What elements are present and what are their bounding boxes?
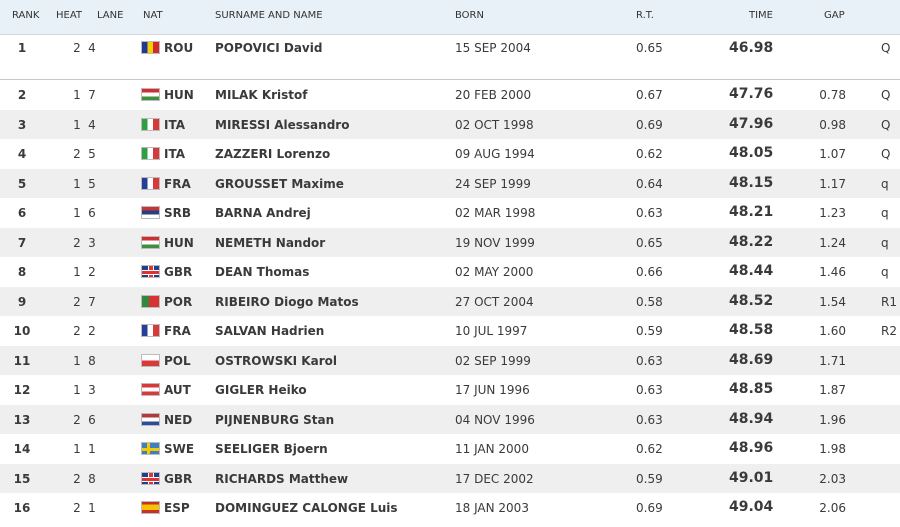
reaction-time-cell: 0.64 (636, 176, 663, 191)
flag-icon (141, 472, 160, 485)
athlete-name[interactable]: GIGLER Heiko (215, 383, 307, 397)
flag-icon (141, 324, 160, 337)
qualification-cell: q (881, 176, 889, 191)
nat-cell: ESP (164, 501, 190, 515)
time-cell: 49.04 (729, 499, 774, 515)
gap-cell: 0.98 (819, 117, 846, 132)
time-cell: 48.85 (729, 381, 774, 397)
table-row[interactable] (0, 346, 900, 376)
athlete-name[interactable]: SEELIGER Bjoern (215, 442, 328, 456)
table-row[interactable] (0, 287, 900, 317)
flag-icon (141, 413, 160, 426)
gap-cell: 1.60 (819, 324, 846, 338)
rank-cell: 13 (13, 412, 31, 427)
gap-cell: 2.03 (819, 471, 846, 486)
nat-cell: SRB (164, 206, 192, 220)
table-row[interactable] (0, 139, 900, 169)
heat-cell: 1 (73, 442, 81, 456)
header-gap[interactable]: GAP (824, 10, 845, 21)
time-cell: 47.76 (729, 86, 774, 102)
reaction-time-cell: 0.63 (636, 383, 663, 397)
table-row[interactable] (0, 316, 900, 346)
rank-cell: 1 (17, 41, 27, 55)
table-row[interactable] (0, 464, 900, 494)
time-cell: 48.52 (729, 292, 774, 309)
lane-cell: 4 (88, 117, 96, 132)
gap-cell: 2.06 (819, 501, 846, 515)
header-name[interactable]: SURNAME AND NAME (215, 10, 323, 21)
nat-cell: NED (164, 412, 193, 427)
header-nat[interactable]: NAT (143, 10, 163, 21)
time-cell: 46.98 (729, 40, 774, 56)
heat-cell: 2 (73, 501, 81, 515)
heat-cell: 1 (73, 353, 81, 368)
table-row[interactable] (0, 169, 900, 199)
table-row[interactable] (0, 493, 900, 523)
table-row[interactable] (0, 257, 900, 287)
athlete-name[interactable]: NEMETH Nandor (215, 235, 326, 250)
gap-cell: 1.96 (819, 412, 846, 427)
time-cell: 48.44 (729, 263, 774, 279)
heat-cell: 1 (73, 117, 81, 132)
flag-icon (141, 147, 160, 160)
born-cell: 17 DEC 2002 (455, 471, 534, 486)
lane-cell: 2 (88, 265, 96, 279)
qualification-cell: q (881, 235, 889, 250)
rank-cell: 6 (17, 206, 27, 220)
born-cell: 20 FEB 2000 (455, 88, 532, 102)
lane-cell: 7 (88, 88, 96, 102)
reaction-time-cell: 0.69 (636, 117, 663, 132)
flag-icon (141, 118, 160, 131)
table-row[interactable] (0, 405, 900, 435)
reaction-time-cell: 0.59 (636, 324, 663, 338)
rank-cell: 15 (13, 471, 31, 486)
lane-cell: 2 (88, 324, 96, 338)
time-cell: 48.96 (729, 440, 774, 456)
rank-cell: 11 (13, 353, 31, 368)
heat-cell: 2 (73, 294, 81, 309)
table-body (0, 35, 900, 523)
rank-cell: 7 (17, 235, 27, 250)
athlete-name[interactable]: DOMINGUEZ CALONGE Luis (215, 501, 398, 515)
rank-cell: 8 (17, 265, 27, 279)
time-cell: 48.21 (729, 204, 774, 220)
reaction-time-cell: 0.63 (636, 412, 663, 427)
rank-cell: 9 (17, 294, 27, 309)
flag-icon (141, 354, 160, 367)
athlete-name[interactable]: OSTROWSKI Karol (215, 353, 337, 368)
born-cell: 02 OCT 1998 (455, 117, 534, 132)
heat-cell: 1 (73, 88, 81, 102)
time-cell: 48.05 (729, 145, 774, 161)
lane-cell: 6 (88, 206, 96, 220)
header-born[interactable]: BORN (455, 10, 484, 21)
rank-cell: 12 (13, 383, 31, 397)
athlete-name[interactable]: PIJNENBURG Stan (215, 412, 335, 427)
born-cell: 04 NOV 1996 (455, 412, 535, 427)
lane-cell: 1 (88, 442, 96, 456)
reaction-time-cell: 0.66 (636, 265, 663, 279)
born-cell: 24 SEP 1999 (455, 176, 531, 191)
gap-cell: 1.87 (819, 383, 846, 397)
flag-icon (141, 236, 160, 249)
flag-icon (141, 383, 160, 396)
header-time[interactable]: TIME (749, 10, 774, 21)
born-cell: 02 MAY 2000 (455, 265, 534, 279)
qualification-cell: q (881, 265, 889, 279)
flag-icon (141, 295, 160, 308)
time-cell: 48.22 (729, 233, 774, 250)
heat-cell: 2 (73, 324, 81, 338)
flag-icon (141, 501, 160, 514)
header-rank[interactable]: RANK (12, 10, 40, 21)
header-lane[interactable]: LANE (97, 10, 124, 21)
lane-cell: 4 (88, 41, 96, 55)
nat-cell: POR (164, 294, 193, 309)
time-cell: 49.01 (729, 469, 774, 486)
flag-icon (141, 206, 160, 219)
reaction-time-cell: 0.67 (636, 88, 663, 102)
lane-cell: 8 (88, 353, 96, 368)
lane-cell: 6 (88, 412, 96, 427)
gap-cell: 1.46 (819, 265, 846, 279)
gap-cell: 1.24 (819, 235, 846, 250)
flag-icon (141, 88, 160, 101)
rank-cell: 14 (13, 442, 31, 456)
qualification-cell: R2 (881, 324, 897, 338)
athlete-name[interactable]: POPOVICI David (215, 41, 323, 55)
athlete-name[interactable]: DEAN Thomas (215, 265, 310, 279)
athlete-name[interactable]: MIRESSI Alessandro (215, 117, 350, 132)
nat-cell: SWE (164, 442, 195, 456)
qualification-cell: Q (881, 88, 891, 102)
athlete-name[interactable]: RICHARDS Matthew (215, 471, 349, 486)
born-cell: 02 MAR 1998 (455, 206, 536, 220)
heat-cell: 2 (73, 147, 81, 161)
heat-cell: 1 (73, 206, 81, 220)
qualification-cell: Q (881, 117, 891, 132)
lane-cell: 3 (88, 235, 96, 250)
born-cell: 11 JAN 2000 (455, 442, 529, 456)
nat-cell: FRA (164, 176, 191, 191)
heat-cell: 2 (73, 412, 81, 427)
header-rt[interactable]: R.T. (636, 10, 654, 21)
athlete-name[interactable]: BARNA Andrej (215, 206, 311, 220)
rank-cell: 5 (17, 176, 27, 191)
gap-cell: 1.71 (819, 353, 846, 368)
gap-cell: 1.17 (819, 176, 846, 191)
time-cell: 48.69 (729, 351, 774, 368)
rank-cell: 10 (13, 324, 31, 338)
table-row[interactable] (0, 198, 900, 228)
table-row[interactable] (0, 375, 900, 405)
heat-cell: 2 (73, 41, 81, 55)
reaction-time-cell: 0.62 (636, 442, 663, 456)
lane-cell: 7 (88, 294, 96, 309)
reaction-time-cell: 0.69 (636, 501, 663, 515)
born-cell: 19 NOV 1999 (455, 235, 535, 250)
flag-icon (141, 442, 160, 455)
rank-cell: 2 (17, 88, 27, 102)
rank-cell: 16 (13, 501, 31, 515)
time-cell: 48.58 (729, 322, 774, 338)
born-cell: 18 JAN 2003 (455, 501, 529, 515)
heat-cell: 2 (73, 471, 81, 486)
lane-cell: 5 (88, 176, 96, 191)
born-cell: 09 AUG 1994 (455, 147, 535, 161)
lane-cell: 5 (88, 147, 96, 161)
rank-cell: 3 (17, 117, 27, 132)
gap-cell: 1.07 (819, 147, 846, 161)
born-cell: 10 JUL 1997 (455, 324, 528, 338)
reaction-time-cell: 0.65 (636, 41, 663, 55)
nat-cell: AUT (164, 383, 191, 397)
nat-cell: POL (164, 353, 191, 368)
athlete-name[interactable]: GROUSSET Maxime (215, 176, 344, 191)
reaction-time-cell: 0.63 (636, 206, 663, 220)
heat-cell: 1 (73, 176, 81, 191)
lane-cell: 8 (88, 471, 96, 486)
table-row[interactable] (0, 35, 900, 80)
gap-cell: 1.54 (819, 294, 846, 309)
born-cell: 27 OCT 2004 (455, 294, 534, 309)
flag-icon (141, 265, 160, 278)
athlete-name[interactable]: MILAK Kristof (215, 88, 308, 102)
lane-cell: 1 (88, 501, 96, 515)
athlete-name[interactable]: SALVAN Hadrien (215, 324, 325, 338)
time-cell: 47.96 (729, 115, 774, 132)
table-header (0, 0, 900, 35)
table-row[interactable] (0, 228, 900, 258)
lane-cell: 3 (88, 383, 96, 397)
qualification-cell: Q (881, 147, 891, 161)
nat-cell: GBR (164, 471, 193, 486)
born-cell: 17 JUN 1996 (455, 383, 530, 397)
reaction-time-cell: 0.58 (636, 294, 663, 309)
nat-cell: FRA (164, 324, 191, 338)
qualification-cell: q (881, 206, 889, 220)
heat-cell: 1 (73, 265, 81, 279)
nat-cell: ITA (164, 147, 186, 161)
time-cell: 48.94 (729, 410, 774, 427)
nat-cell: GBR (164, 265, 193, 279)
nat-cell: HUN (164, 235, 194, 250)
table-row[interactable] (0, 434, 900, 464)
flag-icon (141, 177, 160, 190)
gap-cell: 1.23 (819, 206, 846, 220)
reaction-time-cell: 0.65 (636, 235, 663, 250)
qualification-cell: Q (881, 41, 891, 55)
born-cell: 15 SEP 2004 (455, 41, 531, 55)
header-heat[interactable]: HEAT (56, 10, 83, 21)
athlete-name[interactable]: RIBEIRO Diogo Matos (215, 294, 359, 309)
rank-cell: 4 (17, 147, 27, 161)
gap-cell: 0.78 (819, 88, 846, 102)
nat-cell: ITA (164, 117, 186, 132)
born-cell: 02 SEP 1999 (455, 353, 531, 368)
reaction-time-cell: 0.62 (636, 147, 663, 161)
reaction-time-cell: 0.63 (636, 353, 663, 368)
table-row[interactable] (0, 80, 900, 110)
nat-cell: ROU (164, 41, 194, 55)
nat-cell: HUN (164, 88, 194, 102)
reaction-time-cell: 0.59 (636, 471, 663, 486)
time-cell: 48.15 (729, 174, 774, 191)
flag-icon (141, 41, 160, 54)
gap-cell: 1.98 (819, 442, 846, 456)
qualification-cell: R1 (881, 294, 897, 309)
athlete-name[interactable]: ZAZZERI Lorenzo (215, 147, 331, 161)
table-row[interactable] (0, 110, 900, 140)
heat-cell: 2 (73, 235, 81, 250)
heat-cell: 1 (73, 383, 81, 397)
